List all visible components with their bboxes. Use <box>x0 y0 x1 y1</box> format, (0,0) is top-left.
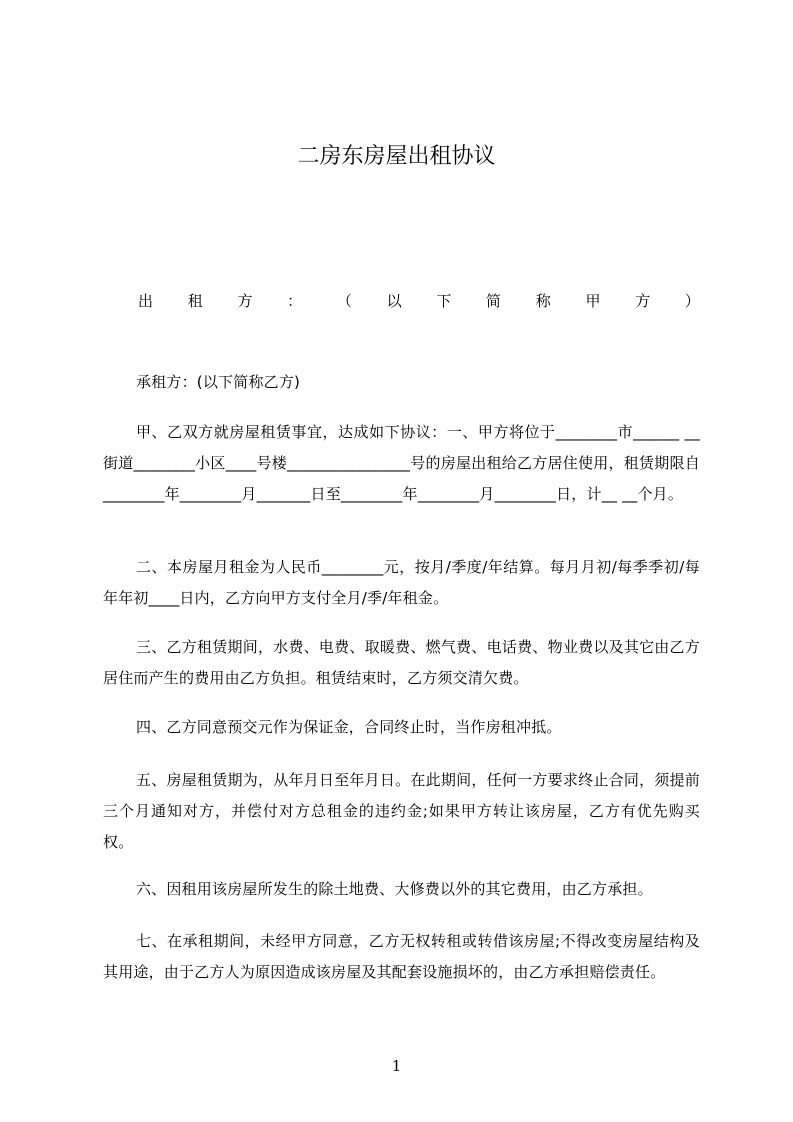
clause-6-other-costs: 六、因租用该房屋所发生的除土地费、大修费以外的其它费用，由乙方承担。 <box>136 880 653 898</box>
clause-5-term: 五、房屋租赁期为，从年月日至年月日。在此期间，任何一方要求终止合同，须提前三个月通知对方，并偿付对方总租金的违约金;如果甲方转让该房屋，乙方有优先购买权。 <box>103 771 700 851</box>
lessor-char: 出 <box>138 292 154 310</box>
lessor-char: 下 <box>436 292 452 310</box>
lessor-char: （ <box>336 292 352 310</box>
lessor-char: 租 <box>187 292 203 310</box>
clause-4-deposit: 四、乙方同意预交元作为保证金，合同终止时，当作房租冲抵。 <box>136 718 562 736</box>
lessor-char: 方 <box>635 292 651 310</box>
clause-intro: 甲、乙双方就房屋租赁事宜，达成如下协议：一、甲方将位于________市______ __街道________小区____号楼________________号的房屋出租给乙方居住使用，租赁期限自________年________月_______日至________年________月________日，计__ __个月。 <box>103 423 700 503</box>
clause-7-sublease: 七、在承租期间，未经甲方同意，乙方无权转租或转借该房屋;不得改变房屋结构及其用途，由于乙方人为原因造成该房屋及其配套设施损坏的，由乙方承担赔偿责任。 <box>103 932 700 981</box>
lessor-char: 以 <box>386 292 402 310</box>
lessor-char: 简 <box>486 292 502 310</box>
lessor-char: ） <box>684 292 700 310</box>
lessee-line: 承租方：(以下简称乙方) <box>136 373 301 391</box>
lessor-char: ： <box>287 292 303 310</box>
lessor-char: 方 <box>237 292 253 310</box>
lessor-char: 称 <box>535 292 551 310</box>
lessor-line <box>138 288 700 314</box>
lessor-char: 甲 <box>585 292 601 310</box>
clause-3-fees: 三、乙方租赁期间，水费、电费、取暖费、燃气费、电话费、物业费以及其它由乙方居住而产生的费用由乙方负担。租赁结束时，乙方须交清欠费。 <box>103 638 700 687</box>
document-title: 二房东房屋出租协议 <box>297 144 496 169</box>
clause-2-rent: 二、本房屋月租金为人民币________元，按月/季度/年结算。每月月初/每季季初/每年年初____日内，乙方向甲方支付全月/季/年租金。 <box>103 558 700 607</box>
page-number: 1 <box>391 1057 402 1075</box>
